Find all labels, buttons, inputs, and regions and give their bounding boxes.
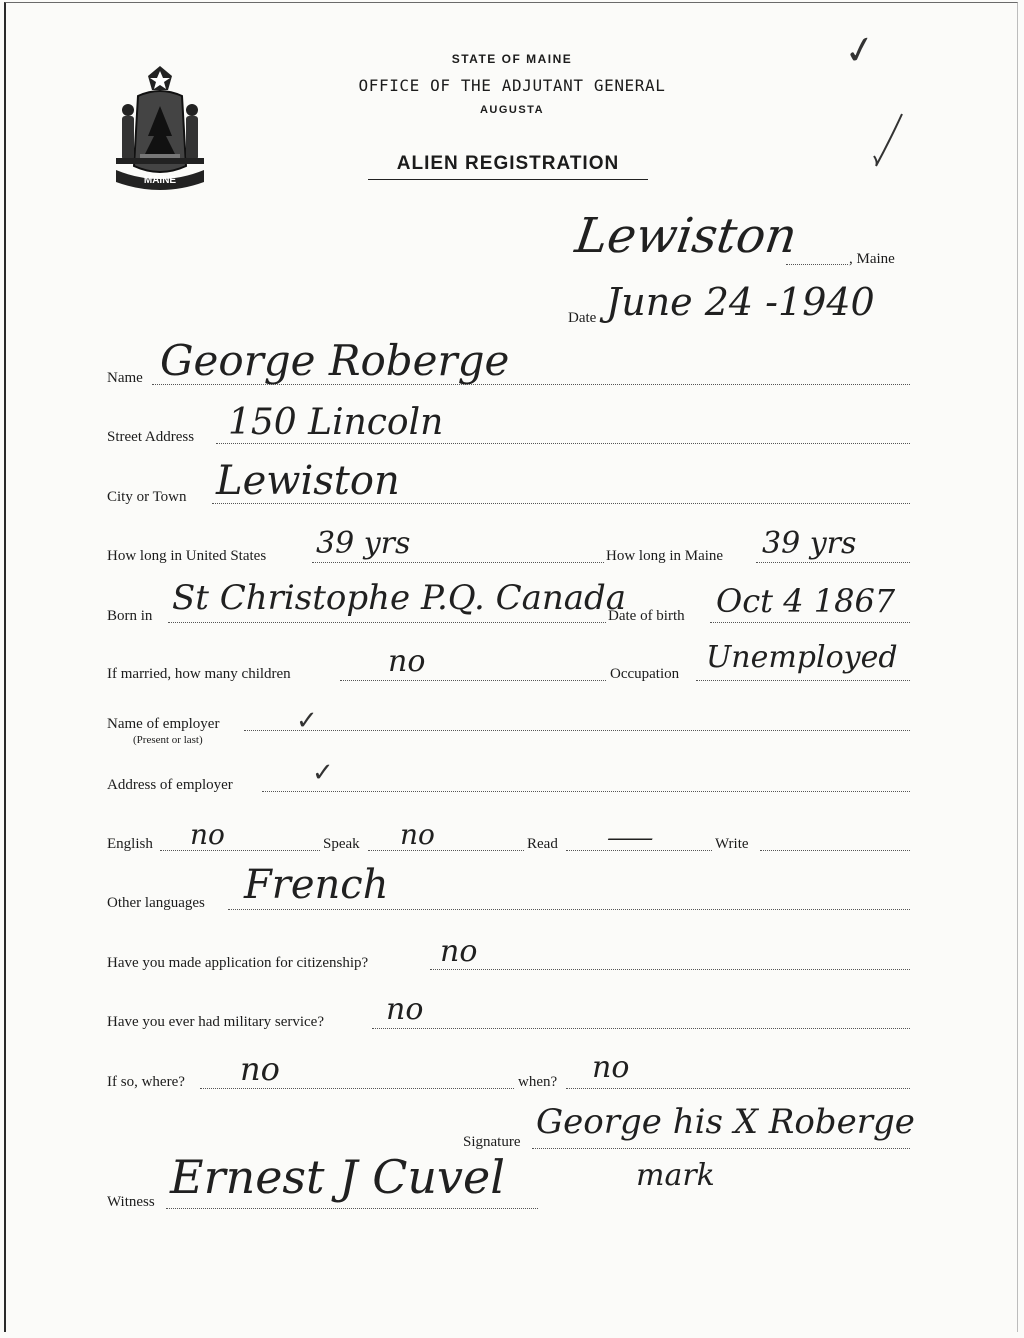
employer-check-icon: ✓: [296, 706, 318, 736]
city-value: Lewiston: [216, 458, 400, 504]
speak-value: no: [400, 818, 435, 851]
citizenship-line: [430, 969, 910, 970]
seal-lettering: MAINE: [143, 175, 177, 186]
witness-line: [166, 1208, 538, 1209]
write-line: [760, 850, 910, 851]
english-label: English: [107, 836, 153, 852]
header-state: STATE OF MAINE: [451, 52, 573, 66]
where-line: [200, 1088, 514, 1089]
english-value: no: [190, 818, 225, 851]
street-label: Street Address: [107, 429, 195, 445]
tally-mark-icon: [868, 110, 908, 170]
where-label: If so, where?: [107, 1074, 185, 1090]
date-of-birth-value: Oct 4 1867: [716, 582, 896, 620]
write-label: Write: [715, 836, 749, 852]
date-value: June 24 -1940: [606, 280, 875, 324]
children-line: [340, 680, 606, 681]
other-languages-label: Other languages: [107, 895, 205, 911]
employer-line: [244, 730, 910, 731]
witness-value: Ernest J Cuvel: [170, 1150, 505, 1204]
header-city: AUGUSTA: [479, 104, 545, 116]
how-long-us-line: [312, 562, 604, 563]
children-label: If married, how many children: [107, 666, 291, 682]
when-value: no: [592, 1050, 630, 1085]
when-label: when?: [518, 1074, 558, 1090]
signature-line: [532, 1148, 910, 1149]
signature-mark: mark: [636, 1158, 715, 1193]
city-label: City or Town: [107, 489, 187, 505]
location-label: , Maine: [849, 251, 895, 267]
location-line: [786, 264, 848, 265]
date-of-birth-line: [710, 622, 910, 623]
employer-sublabel: (Present or last): [133, 734, 203, 746]
form-title: ALIEN REGISTRATION: [368, 153, 648, 180]
citizenship-label: Have you made application for citizenship?: [107, 955, 369, 971]
name-label: Name: [107, 370, 143, 386]
occupation-label: Occupation: [610, 666, 680, 682]
other-languages-line: [228, 909, 910, 910]
employer-address-label: Address of employer: [107, 777, 233, 793]
header-office: OFFICE OF THE ADJUTANT GENERAL: [358, 76, 666, 95]
military-line: [372, 1028, 910, 1029]
military-value: no: [386, 992, 424, 1027]
born-in-label: Born in: [107, 608, 153, 624]
where-value: no: [240, 1050, 280, 1088]
born-in-value: St Christophe P.Q. Canada: [172, 578, 627, 618]
speak-label: Speak: [323, 836, 360, 852]
how-long-maine-line: [756, 562, 910, 563]
military-label: Have you ever had military service?: [107, 1014, 324, 1030]
employer-label: Name of employer: [107, 716, 220, 732]
how-long-maine-value: 39 yrs: [762, 526, 857, 561]
street-line: [216, 443, 910, 444]
maine-state-seal-icon: [108, 66, 212, 192]
english-line: [160, 850, 320, 851]
location-value: Lewiston: [572, 208, 801, 264]
employer-address-check-icon: ✓: [312, 758, 334, 788]
occupation-value: Unemployed: [706, 640, 898, 675]
speak-line: [368, 850, 524, 851]
date-label: Date: [568, 310, 597, 326]
citizenship-value: no: [440, 934, 478, 969]
children-value: no: [388, 644, 426, 679]
born-in-line: [168, 622, 606, 623]
read-label: Read: [527, 836, 558, 852]
other-languages-value: French: [244, 862, 389, 908]
employer-address-line: [262, 791, 910, 792]
how-long-us-value: 39 yrs: [316, 526, 411, 561]
review-check-icon: ✓: [840, 25, 880, 75]
how-long-maine-label: How long in Maine: [606, 548, 724, 564]
street-value: 150 Lincoln: [228, 402, 444, 443]
date-of-birth-label: Date of birth: [608, 608, 685, 624]
occupation-line: [696, 680, 910, 681]
how-long-us-label: How long in United States: [107, 548, 267, 564]
read-value: —: [606, 826, 655, 851]
signature-label: Signature: [463, 1134, 521, 1150]
signature-value: George his X Roberge: [536, 1102, 915, 1142]
when-line: [566, 1088, 910, 1089]
witness-label: Witness: [107, 1194, 155, 1210]
name-value: George Roberge: [160, 336, 510, 385]
